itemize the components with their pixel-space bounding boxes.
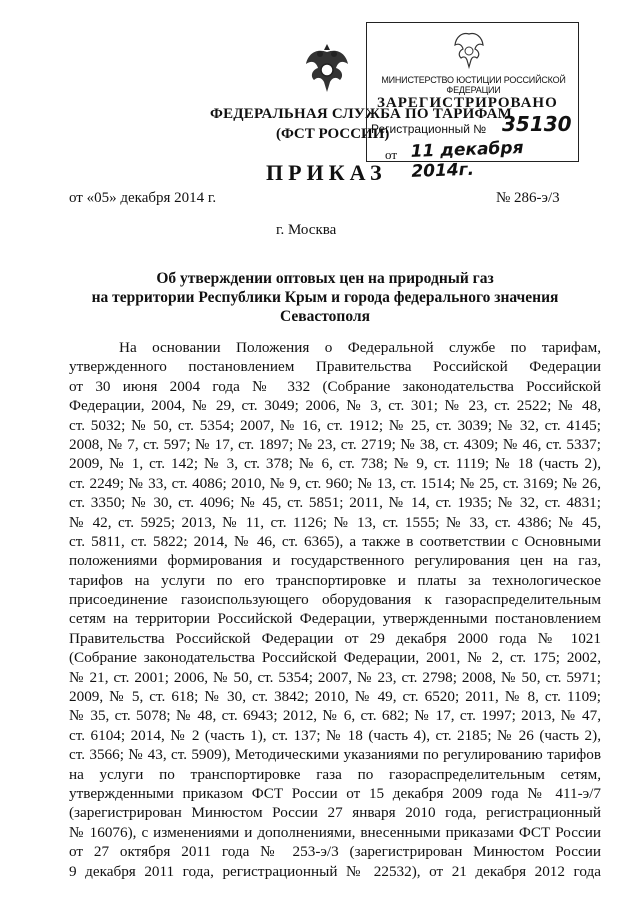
body-line: тарифов на услуги по его транспортировке и платы за технологическое xyxy=(69,571,601,589)
coat-of-arms-emblem xyxy=(302,40,352,98)
body-line: (зарегистрирован Минюстом России 27 января 2010 года, регистрационный xyxy=(69,804,601,822)
body-line: № 21, ст. 2001; 2006, № 50, ст. 5354; 2007, № 23, ст. 2798; 2008, № 50, ст. 5971; xyxy=(69,668,601,686)
body-line: от 30 июня 2004 года № 332 (Собрание законодательства Российской xyxy=(69,377,601,395)
order-number: № 286-э/3 xyxy=(496,190,560,206)
order-body xyxy=(69,338,601,881)
order-city: г. Москва xyxy=(276,222,337,238)
title-line: на территории Республики Крым и города федерального значения xyxy=(91,289,559,306)
stamp-date-handwritten: 11 декабря 2014г. xyxy=(410,137,524,182)
body-line: ст. 3566; № 43, ст. 5909), Методическими указаниями по регулированию тарифов xyxy=(69,746,601,764)
stamp-emblem-icon xyxy=(452,31,486,71)
body-line: присоединение газоиспользующего оборудования к газораспределительным xyxy=(69,591,601,609)
body-line: ст. 5032; № 50, ст. 5354; 2007, № 16, ст. 1912; № 25, ст. 3039; № 32, ст. 4145; xyxy=(69,416,601,434)
organization-abbreviation: (ФСТ РОССИИ) xyxy=(276,126,390,142)
title-line: Об утверждении оптовых цен на природный газ xyxy=(156,270,494,287)
body-line: Правительства Российской Федерации от 29 декабря 2000 года № 1021 xyxy=(69,629,601,647)
stamp-number-label: Регистрационный № xyxy=(371,122,487,136)
body-line: утвержденными приказом ФСТ России от 15 декабря 2009 года № 411-э/7 xyxy=(69,784,601,802)
body-line: № 42, ст. 5925; 2013, № 11, ст. 1126; № 13, ст. 1555; № 33, ст. 4386; № 45, xyxy=(69,513,601,531)
body-line: сетям на территории Российской Федерации, утвержденными постановлением xyxy=(69,610,601,628)
body-line: № 16076), с изменениями и дополнениями, внесенными приказами ФСТ России xyxy=(69,823,601,841)
body-line: на услуги по транспортировке газа по газораспределительным сетям, xyxy=(69,765,601,783)
body-line: утвержденного постановлением Правительства Российской Федерации xyxy=(69,358,601,376)
organization-name: ФЕДЕРАЛЬНАЯ СЛУЖБА ПО ТАРИФАМ xyxy=(210,106,512,122)
body-line: ст. 6104; 2014, № 2 (часть 1), ст. 137; № 18 (часть 4), ст. 2185; № 26 (часть 2), xyxy=(69,726,601,744)
stamp-registered: ЗАРЕГИСТРИРОВАНО xyxy=(377,95,558,111)
body-line: 9 декабря 2011 года, регистрационный № 22532), от 21 декабря 2012 года xyxy=(69,862,601,880)
body-line: На основании Положения о Федеральной службе по тарифам, xyxy=(119,339,601,356)
body-line: 2009, № 5, ст. 618; № 30, ст. 3842; 2010, № 49, ст. 6520; 2011, № 8, ст. 1109; xyxy=(69,688,601,706)
body-line: ст. 5811, ст. 5822; 2014, № 46, ст. 6365), а также в соответствии с Основными xyxy=(69,532,601,550)
stamp-number-handwritten: 35130 xyxy=(502,112,572,136)
body-line: ст. 2249; № 33, ст. 4086; 2010, № 9, ст. 960; № 13, ст. 1514; № 25, ст. 3169; № 26, xyxy=(69,474,601,492)
registration-stamp xyxy=(366,22,579,182)
body-line: Федерации, 2004, № 29, ст. 3049; 2006, № 3, ст. 301; № 23, ст. 2522; № 48, xyxy=(69,397,601,415)
document-type: ПРИКАЗ xyxy=(266,160,387,185)
body-line: (Собрание законодательства Российской Федерации, 2001, № 2, ст. 175; 2002, xyxy=(69,649,601,667)
body-line: ст. 3350; № 30, ст. 4096; № 45, ст. 5851; 2011, № 14, ст. 1935; № 32, ст. 4831; xyxy=(69,494,601,512)
body-line: 2009, № 1, ст. 142; № 3, ст. 378; № 6, ст. 738; № 9, ст. 1119; № 18 (часть 2), xyxy=(69,455,601,473)
stamp-ministry: МИНИСТЕРСТВО ЮСТИЦИИ РОССИЙСКОЙ ФЕДЕРАЦИИ xyxy=(381,75,566,95)
body-line: № 35, ст. 5078; № 48, ст. 6943; 2012, № 6, ст. 682; № 17, ст. 1997; 2013, № 47, xyxy=(69,707,601,725)
body-line: 2008, № 7, ст. 597; № 17, ст. 1897; № 23, ст. 2719; № 38, ст. 4309; № 46, ст. 5337; xyxy=(69,435,601,453)
order-date: от «05» декабря 2014 г. xyxy=(69,190,217,206)
title-line: Севастополя xyxy=(280,308,370,325)
body-line: от 27 октября 2011 года № 253-э/3 (зарегистрирован Минюстом России xyxy=(69,843,601,861)
order-title xyxy=(70,269,580,326)
body-line: положениями формирования и государственного регулирования цен на газ, xyxy=(69,552,601,570)
stamp-date-label: от xyxy=(385,147,398,162)
